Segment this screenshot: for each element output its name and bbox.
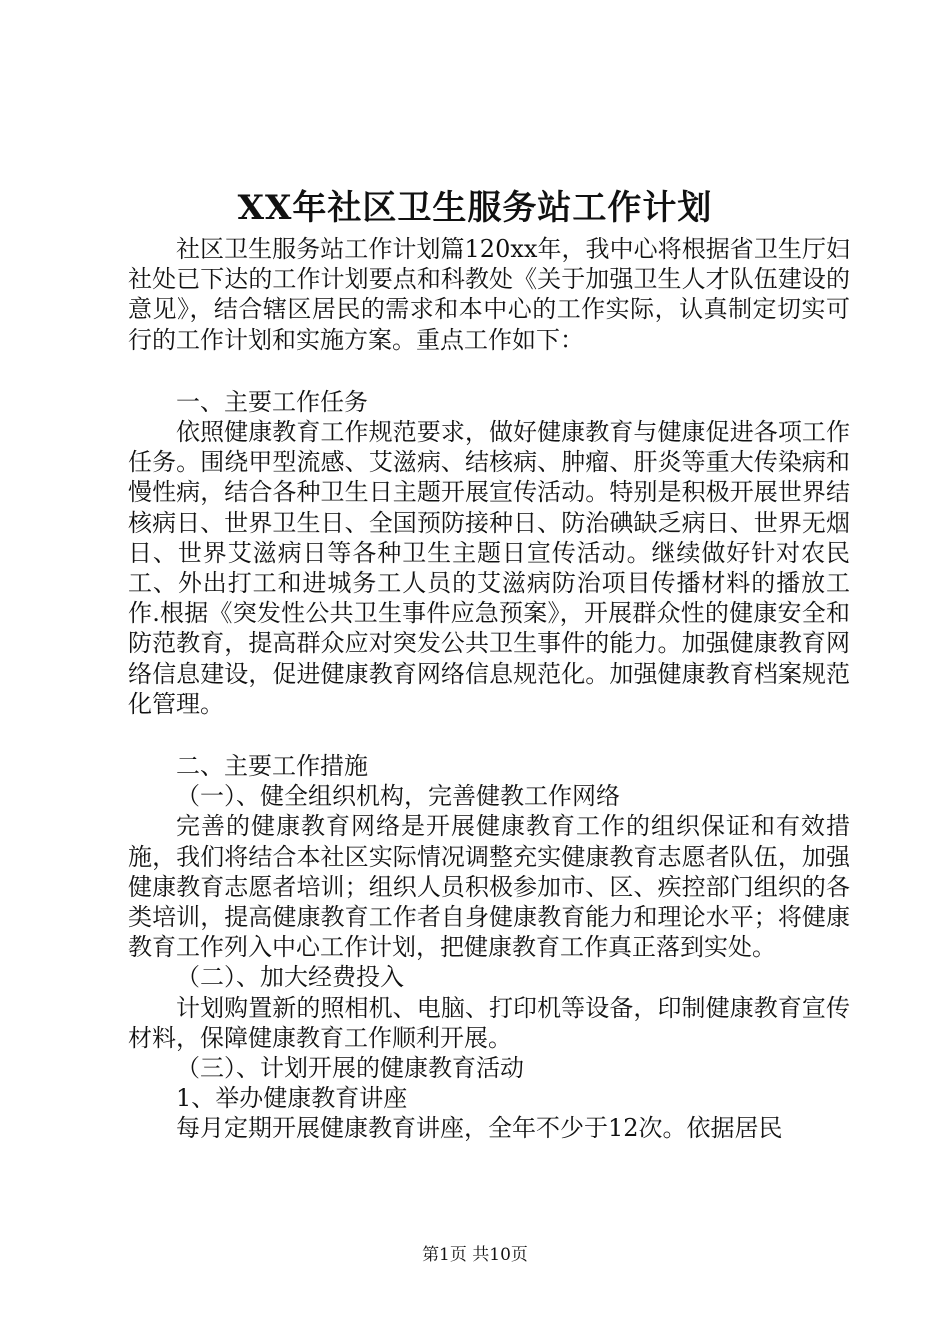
section2-sub1-heading: （一）、健全组织机构，完善健教工作网络 (176, 782, 620, 811)
section2-sub2-heading: （二）、加大经费投入 (176, 963, 404, 992)
section1-paragraph: 依照健康教育工作规范要求，做好健康教育与健康促进各项工作任务。围绕甲型流感、艾滋病、结核病、肿瘤、肝炎等重大传染病和慢性病，结合各种卫生日主题开展宣传活动。特别是积极开展世界结核病日、世界卫生日、全国预防接种日、防治碘缺乏病日、世界无烟日、世界艾滋病日等各种卫生主题日宣传活动。继续做好针对农民工、外出打工和进城务工人员的艾滋病防治项目传播材料的播放工作.根据《突发性公共卫生事件应急预案》，开展群众性的健康安全和防范教育，提高群众应对突发公共卫生事件的能力。加强健康教育网络信息建设，促进健康教育网络信息规范化。加强健康教育档案规范化管理。 (128, 418, 850, 718)
paragraph-gap (128, 719, 850, 751)
section2-sub3-heading: （三）、计划开展的健康教育活动 (176, 1054, 524, 1083)
intro-paragraph: 社区卫生服务站工作计划篇120xx年，我中心将根据省卫生厅妇社处已下达的工作计划要点和科教处《关于加强卫生人才队伍建设的意见》，结合辖区居民的需求和本中心的工作实际，认真制定切实可行的工作计划和实施方案。重点工作如下： (128, 235, 850, 354)
section1-heading: 一、主要工作任务 (176, 387, 368, 416)
document-title: XX年社区卫生服务站工作计划 (237, 188, 713, 228)
section2-item1-paragraph: 每月定期开展健康教育讲座，全年不少于12次。依据居民 (176, 1114, 783, 1143)
section2-item1-heading: 1、举办健康教育讲座 (176, 1084, 408, 1113)
paragraph-gap (128, 355, 850, 387)
page-footer: 第1页 共10页 (422, 1245, 528, 1265)
section2-sub1-paragraph: 完善的健康教育网络是开展健康教育工作的组织保证和有效措施，我们将结合本社区实际情况调整充实健康教育志愿者队伍，加强健康教育志愿者培训；组织人员积极参加市、区、疾控部门组织的各类培训，提高健康教育工作者自身健康教育能力和理论水平；将健康教育工作列入中心工作计划，把健康教育工作真正落到实处。 (128, 812, 850, 962)
document-body (128, 234, 850, 1144)
section2-sub2-paragraph: 计划购置新的照相机、电脑、打印机等设备，印制健康教育宣传材料，保障健康教育工作顺利开展。 (128, 993, 850, 1052)
section2-heading: 二、主要工作措施 (176, 752, 368, 781)
